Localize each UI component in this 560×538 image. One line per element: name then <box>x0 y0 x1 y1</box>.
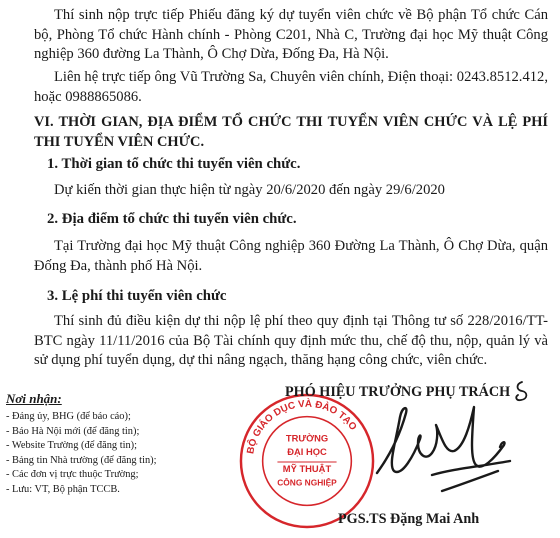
seal-inner-ring <box>263 417 352 506</box>
list-item: - Bảng tin Nhà trường (để đăng tin); <box>6 454 157 466</box>
paragraph-fee: Thí sinh đủ điều kiện dự thi nộp lệ phí theo quy định tại Thông tư số 228/2016/TT-BTC ngày 11/11/2016 của Bộ Tài chính quy định mức thu, chế độ thu, nộp, quản lý và sử dụng phí tuyển dụng, dự thi nâng ngạch, thăng hạng công chức, viên chức. <box>34 313 548 368</box>
signatory-title: PHÓ HIỆU TRƯỞNG PHỤ TRÁCH <box>285 384 511 400</box>
signature-stroke <box>377 407 510 491</box>
signatory-name: PGS.TS Đặng Mai Anh <box>338 511 480 527</box>
signature-flourish-icon <box>512 380 530 402</box>
seal-ring-text: BỘ GIÁO DỤC VÀ ĐÀO TẠO <box>245 398 359 455</box>
seal-center-line: CÔNG NGHIỆP <box>277 477 337 488</box>
list-item: - Đảng ủy, BHG (để báo cáo); <box>6 411 131 422</box>
subheading-fee: 3. Lệ phí thi tuyển viên chức <box>47 288 227 304</box>
list-item: - Báo Hà Nội mới (để đăng tin); <box>6 425 140 437</box>
list-item: - Lưu: VT, Bộ phận TCCB. <box>6 483 120 495</box>
subheading-location: 2. Địa điểm tổ chức thi tuyển viên chức. <box>47 211 297 227</box>
seal-outer-ring <box>241 395 373 527</box>
recipients-list <box>6 410 157 497</box>
paragraph-contact: Liên hệ trực tiếp ông Vũ Trường Sa, Chuyên viên chính, Điện thoại: 0243.8512.412, hoặc 0988865086. <box>34 69 548 105</box>
recipients-title: Nơi nhận: <box>6 391 62 406</box>
seal-center-line: TRƯỜNG <box>285 433 329 444</box>
seal-center-line: MỸ THUẬT <box>282 463 332 474</box>
section-heading: VI. THỜI GIAN, ĐỊA ĐIỂM TỔ CHỨC THI TUYỂN VIÊN CHỨC VÀ LỆ PHÍ THI TUYỂN VIÊN CHỨC. <box>34 114 548 150</box>
list-item: - Các đơn vị trực thuộc Trường; <box>6 469 139 480</box>
paragraph-location: Tại Trường đại học Mỹ thuật Công nghiệp 360 Đường La Thành, Ô Chợ Dừa, quận Đống Đa, thành phố Hà Nội. <box>34 238 548 274</box>
flourish-stroke <box>516 382 526 400</box>
paragraph-time: Dự kiến thời gian thực hiện từ ngày 20/6/2020 đến ngày 29/6/2020 <box>54 182 445 198</box>
paragraph-submission: Thí sinh nộp trực tiếp Phiếu đăng ký dự tuyển viên chức về Bộ phận Tổ chức Cán bộ, Phòng Tổ chức Hành chính - Phòng C201, Nhà C, Trường đại học Mỹ thuật Công nghiệp 360 đường La Thành, Ô Chợ Dừa, Đống Đa, Hà Nội. <box>34 7 548 62</box>
official-seal-icon <box>238 392 376 530</box>
list-item: - Website Trường (để đăng tin); <box>6 440 138 451</box>
seal-center-line: ĐẠI HỌC <box>287 447 327 458</box>
subheading-time: 1. Thời gian tổ chức thi tuyển viên chức. <box>47 156 301 172</box>
handwritten-signature-icon <box>372 395 522 505</box>
